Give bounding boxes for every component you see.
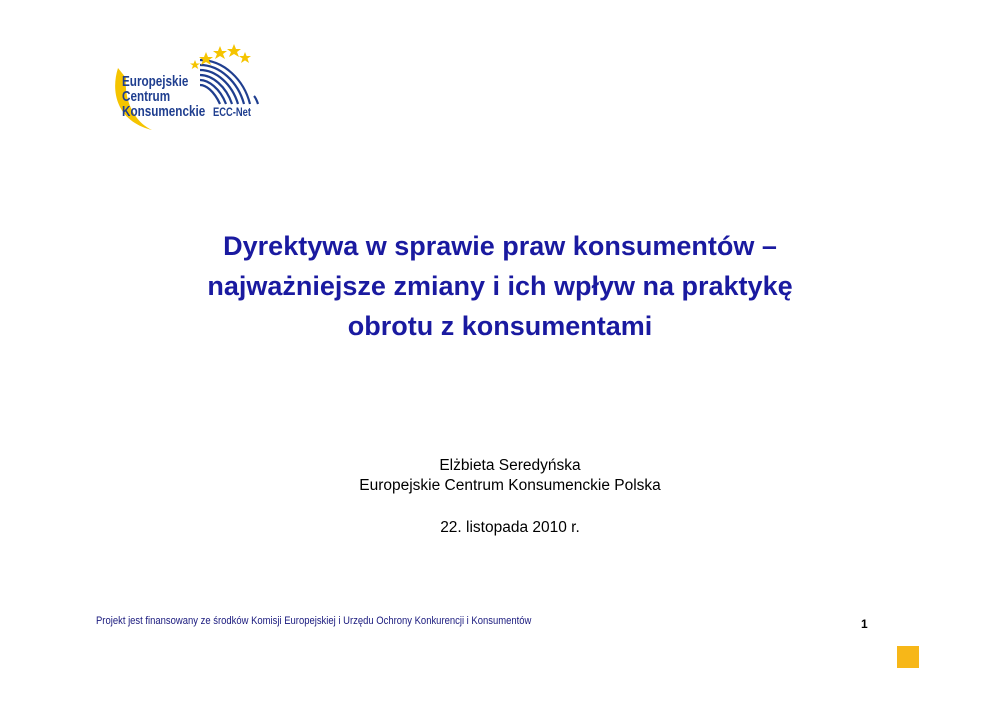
logo-line-3: Konsumenckie	[122, 103, 206, 120]
title-line-1: Dyrektywa w sprawie praw konsumentów –	[223, 231, 777, 261]
page-number: 1	[861, 617, 868, 631]
logo-network: ECC-Net	[213, 105, 251, 119]
author-organization: Europejskie Centrum Konsumenckie Polska	[359, 477, 661, 494]
logo-wordmark	[122, 74, 205, 119]
presentation-date: 22. listopada 2010 r.	[440, 519, 580, 536]
title-line-2: najważniejsze zmiany i ich wpływ na praktykę	[207, 271, 793, 301]
slide-title	[100, 226, 900, 346]
title-line-3: obrotu z konsumentami	[347, 311, 653, 341]
author-name: Elżbieta Seredyńska	[439, 457, 581, 474]
author-block	[260, 456, 760, 538]
corner-accent-square	[897, 646, 919, 668]
funding-note: Projekt jest finansowany ze środków Komisji Europejskiej i Urzędu Ochrony Konkurencji i Konsumentów	[96, 615, 532, 627]
logo-line-2: Centrum	[122, 88, 171, 105]
ecc-logo	[104, 38, 274, 138]
logo-line-1: Europejskie	[122, 73, 189, 90]
